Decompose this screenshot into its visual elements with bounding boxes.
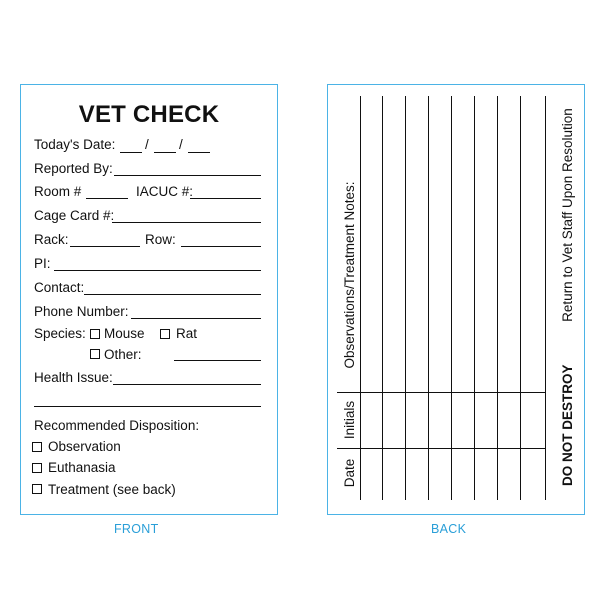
date-separator: / (179, 137, 183, 152)
contact-label: Contact: (34, 280, 85, 295)
initials-label: Initials (342, 400, 357, 440)
disposition-euthanasia-label: Euthanasia (48, 460, 116, 475)
card-title: VET CHECK (78, 101, 220, 128)
grid-line (428, 96, 429, 500)
pi-label: PI: (34, 256, 51, 271)
row-label: Row: (145, 232, 176, 247)
room-line[interactable] (86, 198, 128, 199)
iacuc-line[interactable] (190, 198, 261, 199)
species-other-checkbox[interactable] (90, 349, 100, 359)
grid-line (545, 96, 546, 500)
disposition-treatment-checkbox[interactable] (32, 484, 42, 494)
reported-by-label: Reported By: (34, 161, 113, 176)
do-not-destroy-label: DO NOT DESTROY (560, 364, 575, 486)
phone-number-line[interactable] (131, 318, 261, 319)
species-mouse-label: Mouse (104, 326, 145, 341)
health-issue-line[interactable] (113, 384, 261, 385)
back-caption: BACK (431, 522, 467, 536)
grid-line (337, 448, 545, 449)
grid-line (451, 96, 452, 500)
contact-line[interactable] (84, 294, 261, 295)
cage-card-line[interactable] (112, 222, 261, 223)
species-other-label: Other: (104, 347, 142, 362)
todays-date-label: Today's Date: (34, 137, 116, 152)
disposition-label: Recommended Disposition: (34, 418, 200, 433)
disposition-observation-label: Observation (48, 439, 121, 454)
iacuc-label: IACUC #: (136, 184, 194, 199)
grid-line (497, 96, 498, 500)
reported-by-line[interactable] (114, 175, 261, 176)
species-mouse-checkbox[interactable] (90, 329, 100, 339)
species-rat-label: Rat (176, 326, 198, 341)
health-issue-label: Health Issue: (34, 370, 113, 385)
health-issue-line-2[interactable] (34, 406, 261, 407)
date-separator: / (145, 137, 149, 152)
species-other-line[interactable] (174, 360, 261, 361)
date-month-line[interactable] (120, 152, 142, 153)
grid-line (474, 96, 475, 500)
return-label: Return to Vet Staff Upon Resolution (560, 108, 575, 322)
rack-label: Rack: (34, 232, 69, 247)
species-rat-checkbox[interactable] (160, 329, 170, 339)
disposition-treatment-label: Treatment (see back) (48, 482, 176, 497)
rack-line[interactable] (70, 246, 140, 247)
grid-line (382, 96, 383, 500)
row-line[interactable] (181, 246, 261, 247)
date-day-line[interactable] (154, 152, 176, 153)
grid-line (520, 96, 521, 500)
cage-card-label: Cage Card #: (34, 208, 115, 223)
back-card (327, 84, 585, 515)
date-year-line[interactable] (188, 152, 210, 153)
disposition-euthanasia-checkbox[interactable] (32, 463, 42, 473)
room-label: Room # (34, 184, 82, 199)
date-column-label: Date (342, 458, 357, 488)
phone-number-label: Phone Number: (34, 304, 129, 319)
grid-line (360, 96, 361, 500)
front-caption: FRONT (114, 522, 159, 536)
disposition-observation-checkbox[interactable] (32, 442, 42, 452)
species-label: Species: (34, 326, 86, 341)
observations-label: Observations/Treatment Notes: (342, 181, 357, 369)
pi-line[interactable] (54, 270, 261, 271)
grid-line (405, 96, 406, 500)
grid-line (337, 392, 545, 393)
